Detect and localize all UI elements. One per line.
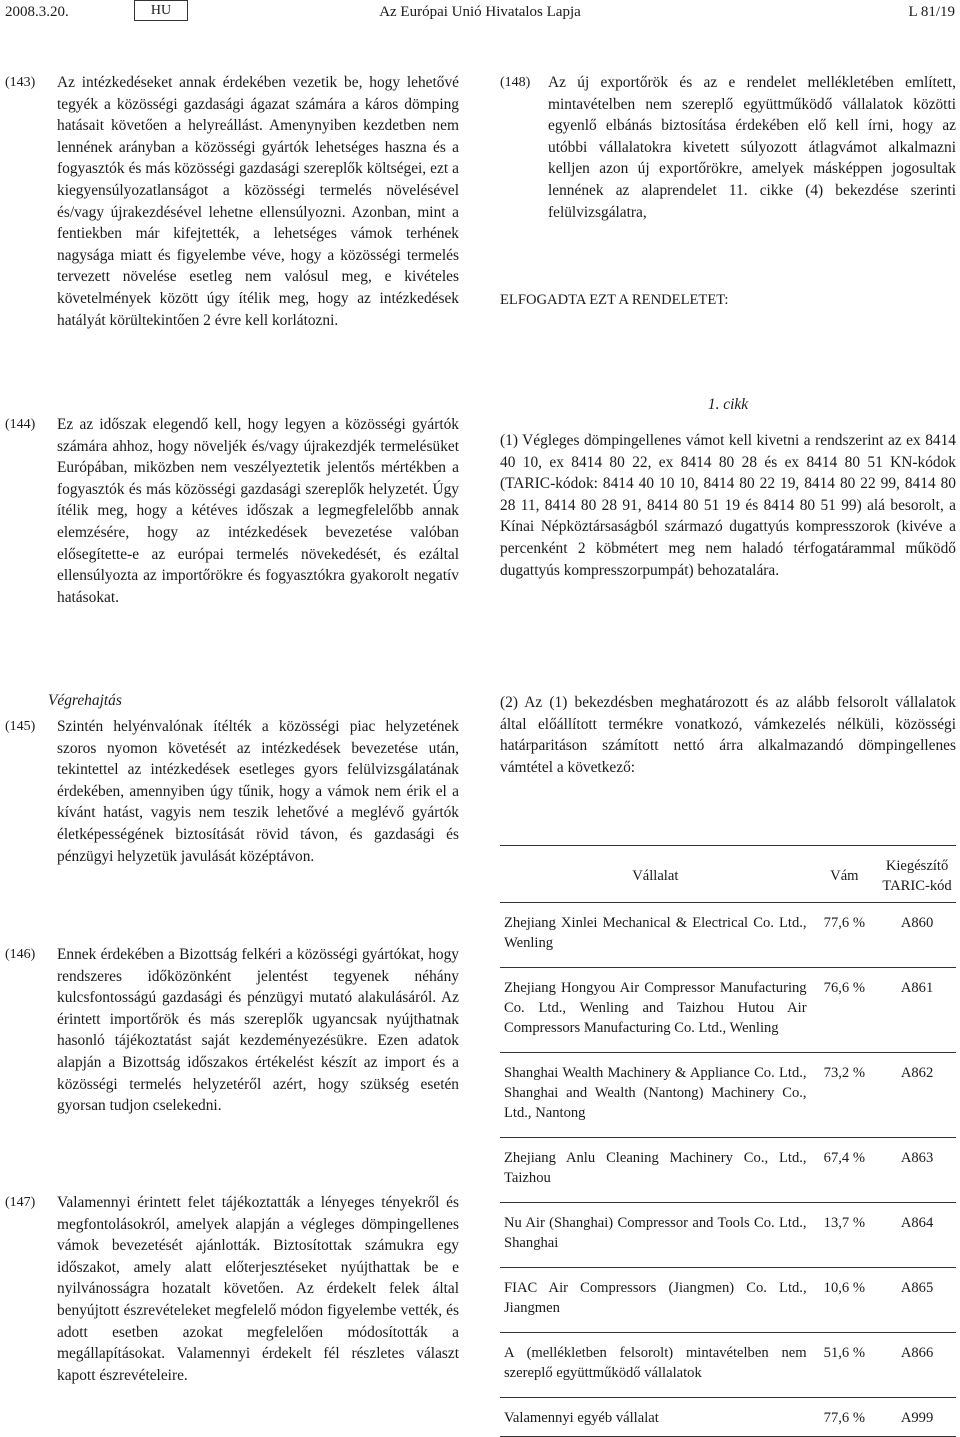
recital-text: Szintén helyénvalónak ítélték a közösségi piac helyzetének szoros nyomon követését az intézkedések bevezetése után, tekintettel az intézkedések esetleges gyors felülvizsgálatának érdekében, amennyiben úgy tűnik, hogy a vámok nem érik el a kívánt hatást, vagyis nem teszik lehetővé a meglévő gyártók életképességének biztosítását rövid távon, és gazdasági és pénzügyi helyzetük javulását középtávon. [57, 718, 459, 865]
table-row [500, 1203, 956, 1268]
recital-147 [5, 1192, 459, 1386]
publication-date: 2008.3.20. [5, 4, 69, 20]
table-row [500, 1333, 956, 1398]
recital-number: (147) [5, 1195, 36, 1210]
section-heading-enforcement: Végrehajtás [48, 692, 122, 709]
journal-title: Az Európai Unió Hivatalos Lapja [379, 4, 581, 20]
recital-text: Valamennyi érintett felet tájékoztatták a lényeges tényekről és megfontolásokról, amelyek alapján a végleges dömpingellenes vámok bevezetését ajánlották. Biztosítottak számukra egy időszakot, amely alatt előterjesztéseket nyújthattak be e nyilvánosságra hozatalt követően. Az érdekelt felek által benyújtott észrevételeket megfelelő módon figyelembe vették, és adott esetben azokat megfelelően módosították a megállapításokat. Valamennyi érdekelt fél részletes választ kapott észrevételeire. [57, 1194, 459, 1384]
article-title: 1. cikk [707, 396, 749, 413]
duty-cell: 10,6 % [811, 1268, 879, 1333]
article-paragraph-2: (2) Az (1) bekezdésben meghatározott és az alább felsorolt vállalatok által előállított termékre vonatkozó, vámkezelés nélküli, közösségi határparitáson számított nettó árra alkalmazandó dömpingellenes vámtétel a következő: [500, 694, 956, 776]
recital-text: Ennek érdekében a Bizottság felkéri a közösségi gyártókat, hogy rendszeres időközönként jelentést tegyenek néhány kulcsfontosságú gazdasági és pénzügyi mutató alakulásáról. Az érintett importőrök és más szereplők ugyancsak nyújthatnak hasonló tájékoztatást saját kezdeményezésükre. Ezen adatok alapján a Bizottság időszakos értékelést készít az import és a közösségi termelés helyzetéről azért, hogy szükség esetén gyorsan tudjon cselekedni. [57, 946, 459, 1115]
taric-cell: A866 [878, 1333, 956, 1398]
duty-cell: 76,6 % [811, 968, 879, 1053]
recital-text: Ez az időszak elegendő kell, hogy legyen a közösségi gyártók számára ahhoz, hogy növeljék és/vagy újrakezdjék termelésüket Európában, miközben nem veszélyeztetik jelentős mértékben a fogyasztók és más közösségi gazdasági szereplők helyzetét. Úgy ítélik meg, hogy a kétéves időszak a legmegfelelőbb annak elemzésére, hogy az intézkedések bevezetése valóban elősegítette-e az európai termelés növekedését, és ezáltal ellensúlyozta az importőrökre és fogyasztókra gyakorolt negatív hatásokat. [57, 416, 459, 606]
column-header-taric: Kiegészítő TARIC-kód [878, 846, 956, 903]
recital-number: (145) [5, 719, 36, 734]
company-cell: Zhejiang Hongyou Air Compressor Manufacturing Co. Ltd., Wenling and Taizhou Hutou Air Compressors Manufacturing Co. Ltd., Wenling [500, 968, 811, 1053]
article-paragraph-1: (1) Végleges dömpingellenes vámot kell kivetni a rendszerint az ex 8414 40 10, ex 8414 80 22, ex 8414 80 28 és ex 8414 80 51 KN-kódok (TARIC-kódok: 8414 40 10 10, 8414 80 22 19, 8414 80 22 99, 8414 80 28 11, 8414 80 28 91, 8414 80 51 19 és 8414 80 51 99) alá besorolt, a Kínai Népköztársaságból származó dugattyús kompresszorok (kivéve a percenként 2 köbmétert meg nem haladó térfogatárammal működő dugattyús kompresszorpumpát) behozatalára. [500, 432, 956, 579]
language-badge: HU [134, 0, 188, 21]
company-cell: FIAC Air Compressors (Jiangmen) Co. Ltd., Jiangmen [500, 1268, 811, 1333]
company-cell: A (mellékletben felsorolt) mintavételben nem szereplő együttműködő vállalatok [500, 1333, 811, 1398]
table-row [500, 1398, 956, 1437]
company-cell: Nu Air (Shanghai) Compressor and Tools Co. Ltd., Shanghai [500, 1203, 811, 1268]
duty-cell: 73,2 % [811, 1053, 879, 1138]
column-header-company: Vállalat [500, 846, 811, 903]
recital-143 [5, 72, 459, 331]
company-cell: Shanghai Wealth Machinery & Appliance Co. Ltd., Shanghai and Wealth (Nantong) Machinery Co., Ltd., Nantong [500, 1053, 811, 1138]
page-header [0, 2, 960, 26]
duty-cell: 13,7 % [811, 1203, 879, 1268]
duty-cell: 77,6 % [811, 903, 879, 968]
table-header-row [500, 846, 956, 903]
company-cell: Zhejiang Xinlei Mechanical & Electrical Co. Ltd., Wenling [500, 903, 811, 968]
recital-number: (148) [500, 75, 531, 90]
duty-cell: 51,6 % [811, 1333, 879, 1398]
recital-number: (144) [5, 417, 36, 432]
column-header-duty: Vám [811, 846, 879, 903]
duty-cell: 67,4 % [811, 1138, 879, 1203]
taric-cell: A861 [878, 968, 956, 1053]
taric-cell: A864 [878, 1203, 956, 1268]
page-number: L 81/19 [908, 4, 955, 20]
recital-144 [5, 414, 459, 608]
table-row [500, 1138, 956, 1203]
recital-148 [500, 72, 956, 223]
recital-text: Az új exportőrök és az e rendelet mellékletében említett, mintavételben nem szereplő együttműködő vállalatok közötti egyenlő elbánás biztosítása érdekében elő kell írni, hogy az utóbbi vállalatokra kivetett súlyozott átlagvámot alkalmazni kelljen azon új exportőrökre, amelyek másképpen jogosultak lennének az alaprendelet 11. cikke (4) bekezdése szerinti felülvizsgálatra, [548, 74, 956, 221]
company-cell: Valamennyi egyéb vállalat [500, 1398, 811, 1437]
recital-text: Az intézkedéseket annak érdekében vezetik be, hogy lehetővé tegyék a közösségi gazdasági ágazat számára a káros dömping hatásait követően a helyreállást. Amenynyiben kezdetben nem lennének arányban a közösségi gyártók lehetséges haszna és a fogyasztók és más közösségi gazdasági szereplők költségei, ezt a kiegyensúlyozatlanságot a közösségi termelés növelésével és/vagy újrakezdésével lehetne ellensúlyozni. Azonban, mint a fentiekben már kifejtették, a lehetséges vámok terhének nagysága miatt és figyelembe véve, hogy a közösségi termelés tervezett növelése esetleg nem valósul meg, e kivételes követelmények között úgy ítélik meg, hogy az intézkedések hatályát körültekintően 2 évre kell korlátozni. [57, 74, 459, 329]
recital-146 [5, 944, 459, 1117]
table-row [500, 903, 956, 968]
taric-cell: A860 [878, 903, 956, 968]
taric-cell: A863 [878, 1138, 956, 1203]
recital-number: (146) [5, 947, 36, 962]
recital-number: (143) [5, 75, 36, 90]
company-cell: Zhejiang Anlu Cleaning Machinery Co., Ltd., Taizhou [500, 1138, 811, 1203]
table-row [500, 1268, 956, 1333]
table-row [500, 968, 956, 1053]
recital-145 [5, 716, 459, 867]
duty-cell: 77,6 % [811, 1398, 879, 1437]
taric-cell: A862 [878, 1053, 956, 1138]
taric-cell: A865 [878, 1268, 956, 1333]
taric-cell: A999 [878, 1398, 956, 1437]
adoption-statement: ELFOGADTA EZT A RENDELETET: [500, 292, 729, 308]
table-row [500, 1053, 956, 1138]
duty-rates-table [500, 845, 956, 1437]
